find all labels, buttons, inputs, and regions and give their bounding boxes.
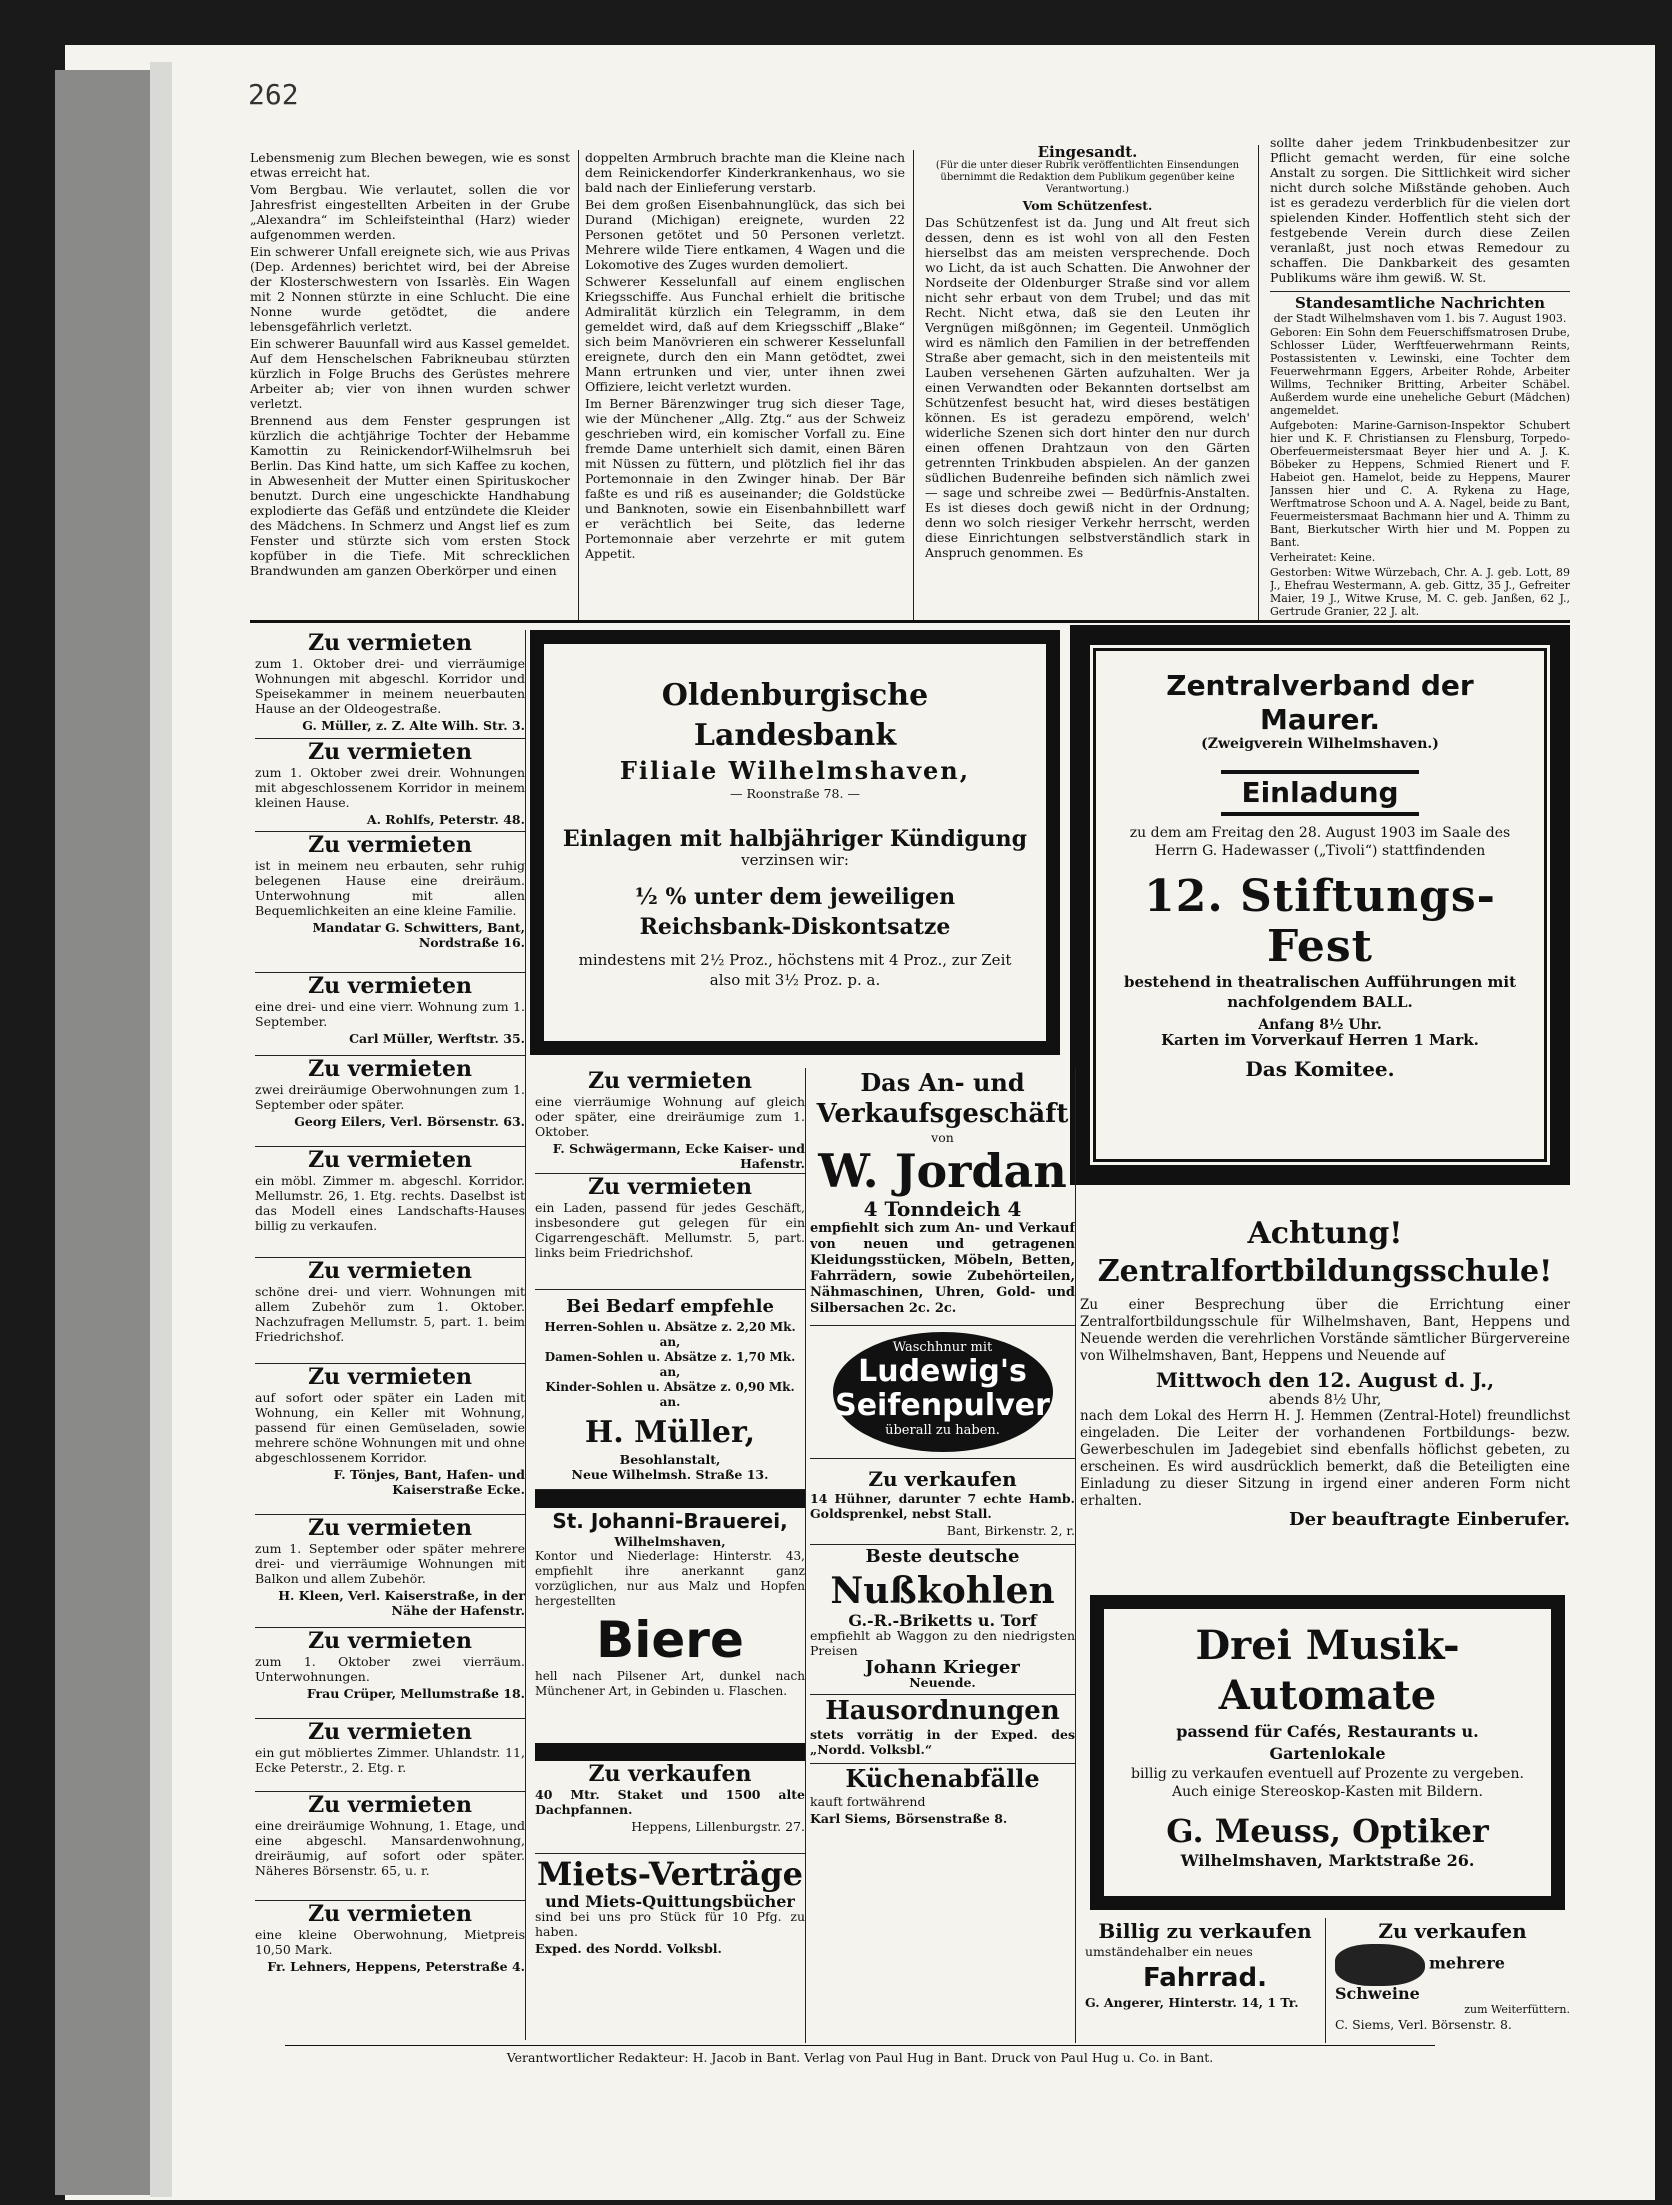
notice-time: abends 8½ Uhr, xyxy=(1268,1392,1382,1408)
soap-line: Waschhnur mit xyxy=(892,1340,993,1355)
ad-signature: G. Angerer, Hinterstr. 14, 1 Tr. xyxy=(1085,1995,1299,2010)
brewery-ad xyxy=(535,1508,805,1743)
bank-sub: verzinsen wir: xyxy=(741,851,849,869)
ad-text: schöne drei- und vierr. Wohnungen mit allem Zubehör zum 1. Oktober. Nachzufragen Mellumstr. 5, part. 1. beim Friedrichshof. xyxy=(255,1284,525,1344)
ad-heading: Zu vermieten xyxy=(308,1364,472,1390)
book-spine xyxy=(55,70,165,2195)
ad-text: 40 Mtr. Staket und 1500 alte Dachpfannen. xyxy=(535,1787,805,1817)
ad-signature: Bant, Birkenstr. 2, r. xyxy=(946,1523,1075,1538)
ad-text: eine drei- und eine vierr. Wohnung zum 1. September. xyxy=(255,999,525,1029)
small-ad xyxy=(255,1147,525,1258)
price-line: Herren-Sohlen u. Absätze z. 2,20 Mk. an, xyxy=(544,1320,796,1349)
ad-text: ein Laden, passend für jedes Geschäft, insbesondere gut gelegen für ein Cigarrengeschäft. Mellumstr. 5, part. links beim Friedrichshof. xyxy=(535,1200,805,1260)
fest-start: Anfang 8½ Uhr. xyxy=(1258,1017,1382,1033)
ad-big-title: Küchenabfälle xyxy=(845,1764,1040,1793)
bank-headline: Einlagen mit halbjähriger Kündigung xyxy=(562,826,1028,852)
ludewig-ad xyxy=(810,1325,1075,1459)
music-text: billig zu verkaufen eventuell auf Prozente zu vergeben. Auch einige Stereoskop-Kasten mit Bildern. xyxy=(1131,1766,1524,1800)
coal-sub: G.-R.-Briketts u. Torf xyxy=(848,1611,1037,1630)
divider xyxy=(250,620,1570,623)
ad-heading: Zu verkaufen xyxy=(588,1761,752,1787)
small-ad xyxy=(255,1719,525,1792)
ad-sub: zum Weiterfüttern. xyxy=(1464,2003,1570,2016)
ad-text: ein gut möbliertes Zimmer. Uhlandstr. 11, Ecke Peterstr., 2. Etg. r. xyxy=(255,1745,525,1775)
article-paragraph: Das Schützenfest ist da. Jung und Alt freut sich dessen, denn es ist wohl von all den Festen hierselbst das am meisten versprechende. Doch wo Licht, da ist auch Schatten. Die Anwohner der Nordseite der Oldenburger Straße sind vor allem nicht sehr erbaut von dem Trubel; und das mit Recht. Nicht etwa, daß sie den Leuten ihr Vergnügen mißgönnen; im Gegenteil. Unmöglich wird es nämlich den Familien in der betreffenden Straße aber gemacht, sich in den meistenteils mit Lauben versehenen Gärten aufzuhalten. Wer ja einen Verwandten oder Bekannten dortselbst am Schützenfest besucht hat, wird dieses bestätigen können. Es ist geradezu empörend, welch' widerliche Szenen sich dort hinter den nur durch einen offenen Drahtzaun von den Gärten getrennten Trinkbuden abspielen. An der ganzen südlichen Budenreihe befinden sich nämlich zwei — sage und schreibe zwei — Bedürfnis-Anstalten. Es ist dieses doch gewiß nicht in der Ordnung; denn wo solch riesiger Verkehr herrscht, werden diese Einrichtungen selbstverständlich stark in Anspruch genommen. Es xyxy=(925,215,1250,560)
small-ad xyxy=(255,1515,525,1628)
notice-text: nach dem Lokal des Herrn H. J. Hemmen (Zentral-Hotel) freundlichst eingeladen. Die Leiter der vorhandenen Fortbildungs- bezw. Gewerbeschulen im Jadegebiet sind ebenfalls höflichst gebeten, zu erscheinen. Es wird ausdrücklich bemerkt, daß die Beteiligten eine Einladung zu dieser Sitzung in irgend einer anderen Form nicht erhalten. xyxy=(1080,1408,1570,1509)
music-machine-ad xyxy=(1090,1595,1565,1910)
union-sub: (Zweigverein Wilhelmshaven.) xyxy=(1201,736,1439,752)
ad-sub: und Miets-Quittungsbücher xyxy=(545,1892,795,1911)
ad-heading: Zu vermieten xyxy=(308,1515,472,1541)
article-title: Vom Schützenfest. xyxy=(1022,198,1153,213)
coal-big: Nußkohlen xyxy=(830,1570,1055,1612)
small-ad xyxy=(255,1901,525,1991)
section-title: Eingesandt. xyxy=(1037,145,1138,161)
page-edge xyxy=(150,62,172,2197)
chicken-ad xyxy=(810,1467,1075,1545)
small-ad xyxy=(255,973,525,1056)
ad-heading: Zu verkaufen xyxy=(1378,1919,1527,1943)
ad-signature: Heppens, Lillenburgstr. 27. xyxy=(631,1819,805,1834)
registry-paragraph: Geboren: Ein Sohn dem Feuerschiffsmatrosen Drube, Schlosser Lüder, Werftfeuerwehrmann Reints, Postassistenten v. Lewinski, eine Tochter dem Feuerwehrmann Eggers, Arbeiter Rohde, Arbeiter Willms, Techniker Britting, Arbeiter Schäbel. Außerdem wurde eine uneheliche Geburt (Mädchen) angemeldet. xyxy=(1270,326,1570,417)
divider-bar xyxy=(535,1743,805,1761)
section-title: Standesamtliche Nachrichten xyxy=(1270,291,1570,311)
jordan-text: empfiehlt sich zum An- und Verkauf von neuen und getragenen Kleidungsstücken, Möbeln, Betten, Fahrrädern, sowie Zubehörteilen, Nähmaschinen, Uhren, Gold- und Silbersachen 2c. 2c. xyxy=(810,1221,1075,1316)
registry-paragraph: Aufgeboten: Marine-Garnison-Inspektor Schubert hier und K. F. Christiansen zu Flensburg, Torpedo-Oberfeuermeistersmaat Beyer hier und A. J. K. Böbeker zu Heppens, Schmied Rienert und F. Habeiot gen. Hamelot, beide zu Heppens, Maurer Janssen hier und C. A. Rykena zu Hage, Werftmatrose Schoon und A. A. Nagel, beide zu Bant, Feuermeistersmaat Bachmann hier und A. Thimm zu Bant, Bierkutscher Wirth hier und M. Poppen zu Bant. xyxy=(1270,419,1570,549)
coal-name: Johann Krieger xyxy=(865,1657,1020,1678)
fest-program: bestehend in theatralischen Aufführungen mit nachfolgendem BALL. xyxy=(1123,973,1517,1011)
ad-heading: Zu vermieten xyxy=(308,1056,472,1082)
shop-sub: Besohlanstalt, xyxy=(619,1452,721,1467)
music-title: Drei Musik-Automate xyxy=(1195,1622,1460,1719)
ad-signature: G. Müller, z. Z. Alte Wilh. Str. 3. xyxy=(302,718,525,733)
ad-signature: Fr. Lehners, Heppens, Peterstraße 4. xyxy=(267,1959,525,1974)
ad-text: 14 Hühner, darunter 7 echte Hamb. Goldsprenkel, nebst Stall. xyxy=(810,1491,1075,1521)
article-column-1 xyxy=(250,150,579,620)
jordan-head: Verkaufsgeschäft xyxy=(816,1099,1069,1129)
page-number: 262 xyxy=(248,78,299,111)
ad-text: ein möbl. Zimmer m. abgeschl. Korridor. Mellumstr. 26, 1. Etg. rechts. Daselbst ist das Modell eines Landschafts-Hauses billig zu verkaufen. xyxy=(255,1173,525,1233)
section-note: (Für die unter dieser Rubrik veröffentlichten Einsendungen übernimmt die Redaktion dem Publikum gegenüber keine Verantwortung.) xyxy=(935,160,1240,195)
middle-ads-column xyxy=(535,1068,806,2043)
contracts-ad xyxy=(535,1854,805,2004)
ad-heading: Billig zu verkaufen xyxy=(1098,1919,1312,1943)
ad-heading: Zu vermieten xyxy=(588,1174,752,1200)
music-name: G. Meuss, Optiker xyxy=(1166,1812,1489,1850)
bank-address: — Roonstraße 78. — xyxy=(730,786,860,801)
fest-signature: Das Komitee. xyxy=(1245,1057,1395,1081)
article-paragraph: Bei dem großen Eisenbahnunglück, das sich bei Durand (Michigan) ereignete, wurden 22 Personen getötet und 50 Personen verletzt. Mehrere wilde Tiere entkamen, 4 Wagen und die Lokomotive des Zuges wurden demoliert. xyxy=(585,197,905,272)
jordan-column xyxy=(810,1068,1076,2043)
ad-text: sind bei uns pro Stück für 10 Pfg. zu haben. xyxy=(535,1909,805,1939)
ad-big-title: Hausordnungen xyxy=(825,1696,1060,1726)
notice-date: Mittwoch den 12. August d. J., xyxy=(1155,1368,1495,1392)
ad-signature: Georg Eilers, Verl. Börsenstr. 63. xyxy=(294,1114,525,1129)
article-paragraph: Schwerer Kesselunfall auf einem englischen Kriegsschiffe. Aus Funchal erhielt die britische Admiralität kürzlich ein Telegramm, in dem gemeldet wird, daß auf dem Kriegsschiff „Blake“ sich beim Manövrieren ein schwerer Kesselunfall ereignete, durch den ein Mann getödtet, zwei Mann ertrunken und vier, unter ihnen zwei Offiziere, leicht verletzt wurden. xyxy=(585,274,905,394)
article-paragraph: doppelten Armbruch brachte man die Kleine nach dem Reinickendorfer Kinderkrankenhaus, wo sie bald nach der Einlieferung verstarb. xyxy=(585,150,905,195)
ad-heading: Zu vermieten xyxy=(588,1068,752,1094)
ad-heading: Zu vermieten xyxy=(308,1901,472,1927)
ad-heading: Zu vermieten xyxy=(308,1719,472,1745)
kitchen-waste-ad xyxy=(810,1764,1075,1826)
ad-text: umständehalber ein neues xyxy=(1085,1944,1253,1959)
pig-icon xyxy=(1335,1944,1425,1986)
ad-text: zum 1. Oktober drei- und vierräumige Wohnungen mit abgeschl. Korridor und Speisekammer in meinem neuerbauten Hause an der Oldeogestraße. xyxy=(255,656,525,716)
shoe-repair-ad xyxy=(535,1294,805,1490)
jordan-address: 4 Tonndeich 4 xyxy=(863,1197,1022,1221)
small-ad xyxy=(255,832,525,973)
jordan-von: von xyxy=(931,1130,954,1145)
small-ad xyxy=(535,1174,805,1290)
bank-rate: ½ % unter dem jeweiligen Reichsbank-Diskontsatze xyxy=(634,884,956,940)
fest-title: 12. Stiftungs-Fest xyxy=(1144,871,1496,972)
ad-signature: Frau Crüper, Mellumstraße 18. xyxy=(306,1686,525,1701)
invite-heading: Einladung xyxy=(1221,770,1418,816)
divider-bar xyxy=(535,1490,805,1508)
price-line: Damen-Sohlen u. Absätze z. 1,70 Mk. an, xyxy=(544,1350,796,1379)
house-rules-ad xyxy=(810,1695,1075,1764)
music-address: Wilhelmshaven, Marktstraße 26. xyxy=(1180,1851,1475,1870)
small-ad xyxy=(255,630,525,739)
jordan-head: Das An- und xyxy=(860,1068,1025,1097)
ad-text: auf sofort oder später ein Laden mit Wohnung, ein Keller mit Wohnung, passend für einen Gemüseladen, sowie mehrere schöne Wohnungen mit und ohne abgeschlossenem Korridor. xyxy=(255,1390,525,1465)
ad-signature: C. Siems, Verl. Börsenstr. 8. xyxy=(1335,2017,1512,2032)
small-ads-column xyxy=(255,630,526,2040)
notice-title: Achtung! Zentralfortbildungsschule! xyxy=(1097,1216,1553,1289)
article-paragraph: Im Berner Bärenzwinger trug sich dieser Tage, wie der Münchener „Allg. Ztg.“ aus der Schweiz geschrieben wird, ein komischer Vorfall zu. Eine fremde Dame unterhielt sich damit, einen Bären mit Nüssen zu füttern, und plötzlich fiel ihr das Portemonnaie in den Zwinger hinab. Der Bär faßte es und riß es auseinander; die Goldstücke und Banknoten, sowie ein Eisenbahnbillett warf er verächtlich bei Seite, das lederne Portemonnaie aber verzehrte er mit gutem Appetit. xyxy=(585,396,905,561)
ad-text: stets vorrätig in der Exped. des „Nordd. Volksbl.“ xyxy=(810,1727,1075,1757)
ad-signature: H. Kleen, Verl. Kaiserstraße, in der Nähe der Hafenstr. xyxy=(278,1588,525,1618)
ad-heading: Bei Bedarf empfehle xyxy=(566,1296,774,1317)
ad-signature: Mandatar G. Schwitters, Bant, Nordstraße 16. xyxy=(312,920,525,950)
small-ad xyxy=(255,1364,525,1515)
small-ad xyxy=(535,1761,805,1854)
ad-heading: Zu vermieten xyxy=(308,832,472,858)
bank-terms: mindestens mit 2½ Proz., höchstens mit 4 Proz., zur Zeit also mit 3½ Proz. p. a. xyxy=(578,951,1012,989)
article-column-2 xyxy=(585,150,914,620)
ad-signature: F. Tönjes, Bant, Hafen- und Kaiserstraße Ecke. xyxy=(333,1467,525,1497)
union-title: Zentralverband der Maurer. xyxy=(1166,669,1474,736)
article-paragraph: Ein schwerer Bauunfall wird aus Kassel gemeldet. Auf dem Henschelschen Fabrikneubau stürzten kürzlich in Folge Bruchs des Gerüstes mehrere Arbeiter ab; vier von ihnen wurden schwer verletzt. xyxy=(250,336,570,411)
brewery-tail: hell nach Pilsener Art, dunkel nach Münchener Art, in Gebinden u. Flaschen. xyxy=(535,1669,805,1698)
article-column-3 xyxy=(925,145,1259,620)
small-ad xyxy=(255,1792,525,1901)
brewery-big: Biere xyxy=(596,1611,744,1669)
music-sub: passend für Cafés, Restaurants u. Gartenlokale xyxy=(1176,1722,1479,1763)
article-column-4 xyxy=(1270,135,1570,620)
ad-text: mehrere Schweine xyxy=(1335,1953,1505,2003)
ad-signature: Karl Siems, Börsenstraße 8. xyxy=(810,1811,1008,1826)
article-paragraph: Lebensmenig zum Blechen bewegen, wie es sonst etwas erreicht hat. xyxy=(250,150,570,180)
pigs-ad xyxy=(1335,1918,1570,2043)
jordan-name: W. Jordan xyxy=(818,1144,1067,1198)
section-subtitle: der Stadt Wilhelmshaven vom 1. bis 7. August 1903. xyxy=(1273,312,1567,325)
soap-line: überall zu haben. xyxy=(885,1423,1000,1438)
notice-signature: Der beauftragte Einberufer. xyxy=(1289,1509,1570,1530)
soap-brand: Ludewig's Seifenpulver xyxy=(835,1354,1050,1423)
ad-signature: A. Rohlfs, Peterstr. 48. xyxy=(366,812,525,827)
ad-text: eine kleine Oberwohnung, Mietpreis 10,50 Mark. xyxy=(255,1927,525,1957)
school-notice xyxy=(1080,1215,1570,1585)
imprint-footer: Verantwortlicher Redakteur: H. Jacob in Bant. Verlag von Paul Hug in Bant. Druck von Paul Hug u. Co. in Bant. xyxy=(285,2045,1435,2065)
brewery-title: St. Johanni-Brauerei, xyxy=(552,1509,788,1533)
landesbank-ad xyxy=(530,630,1060,1055)
fest-tickets: Karten im Vorverkauf Herren 1 Mark. xyxy=(1161,1031,1479,1049)
soap-oval-logo xyxy=(833,1332,1053,1452)
ad-heading: Zu verkaufen xyxy=(868,1467,1017,1491)
ad-text: zum 1. September oder später mehrere drei- und vierräumige Wohnungen mit Balkon und allem Zubehör. xyxy=(255,1541,525,1586)
coal-ad xyxy=(810,1545,1075,1695)
ad-heading: Zu vermieten xyxy=(308,630,472,656)
ad-heading: Zu vermieten xyxy=(308,973,472,999)
ad-heading: Zu vermieten xyxy=(308,1258,472,1284)
coal-pre: Beste deutsche xyxy=(865,1546,1020,1567)
maurer-ad xyxy=(1070,625,1570,1185)
brewery-city: Wilhelmshaven, xyxy=(614,1534,726,1549)
small-ad xyxy=(255,1056,525,1147)
ad-text: zum 1. Oktober zwei dreir. Wohnungen mit abgeschlossenem Korridor in meinem kleinen Hause. xyxy=(255,765,525,810)
article-paragraph: sollte daher jedem Trinkbudenbesitzer zur Pflicht gemacht werden, für eine solche Anstalt zu sorgen. Die Sittlichkeit wird sicher nicht durch solche Mißstände gehoben. Auch ist es geradezu verderblich für die vielen dort spielenden Kinder. Hoffentlich steht sich der festgebende Verein durch diese Zeilen veranlaßt, just noch etwas Remedour zu schaffen. Die Dankbarkeit des gesamten Publikums wäre ihm gewiß. W. St. xyxy=(1270,135,1570,285)
shop-name: H. Müller, xyxy=(584,1415,756,1450)
ad-big-title: Miets-Verträge xyxy=(537,1855,803,1893)
article-paragraph: Vom Bergbau. Wie verlautet, sollen die vor Jahresfrist eingestellten Arbeiten in der Grube „Alexandra“ im Schleifsteinthal (Harz) wieder aufgenommen werden. xyxy=(250,182,570,242)
ad-text: zum 1. Oktober zwei vierräum. Unterwohnungen. xyxy=(255,1654,525,1684)
small-ad xyxy=(255,1258,525,1364)
ad-text: zwei dreiräumige Oberwohnungen zum 1. September oder später. xyxy=(255,1082,525,1112)
ad-signature: F. Schwägermann, Ecke Kaiser- und Hafenstr. xyxy=(552,1141,805,1171)
small-ad xyxy=(255,1628,525,1719)
registry-paragraph: Verheiratet: Keine. xyxy=(1270,551,1376,564)
ad-heading: Zu vermieten xyxy=(308,739,472,765)
registry-paragraph: Gestorben: Witwe Würzebach, Chr. A. J. geb. Lott, 89 J., Ehefrau Westermann, A. geb. Gittz, 35 J., Gefreiter Maier, 19 J., Witwe Kruse, M. C. geb. Janßen, 62 J., Gertrude Granier, 22 J. alt. xyxy=(1270,566,1570,618)
notice-text: Zu einer Besprechung über die Errichtung einer Zentralfortbildungsschule für Wilhelmshaven, Bant, Heppens und Neuende werden die verehrlichen Vorstände sämtlicher Bürgervereine von Wilhelmshaven, Bant, Heppens und Neuende auf xyxy=(1080,1297,1570,1364)
invite-text: zu dem am Freitag den 28. August 1903 im Saale des Herrn G. Hadewasser („Tivoli“) stattfindenden xyxy=(1129,825,1511,859)
ad-text: ist in meinem neu erbauten, sehr ruhig belegenen Hause eine dreiräum. Unterwohnung mit allen Bequemlichkeiten an eine kleine Familie. xyxy=(255,858,525,918)
ad-text: eine dreiräumige Wohnung, 1. Etage, und eine abgeschl. Mansardenwohnung, dreiräumig, auf sofort oder später. Näheres Börsenstr. 65, u. r. xyxy=(255,1818,525,1878)
ad-heading: Zu vermieten xyxy=(308,1628,472,1654)
bicycle-ad xyxy=(1085,1918,1326,2043)
ad-heading: Zu vermieten xyxy=(308,1792,472,1818)
bank-title: Oldenburgische Landesbank xyxy=(661,678,929,753)
ad-text: eine vierräumige Wohnung auf gleich oder später, eine dreiräumige zum 1. Oktober. xyxy=(535,1094,805,1139)
article-paragraph: Brennend aus dem Fenster gesprungen ist kürzlich die achtjährige Tochter der Hebamme Kamottin zu Reinickendorf-Wilhelmsruh bei Berlin. Das Kind hatte, um sich Kaffee zu kochen, in Abwesenheit der Mutter einen Spirituskocher benutzt. Durch eine ungeschickte Handhabung explodierte das Gefäß und entzündete die Kleider des Mädchens. In Schmerz und Angst lief es zum Fenster und stürzte sich vom ersten Stock kopfüber in die Tiefe. Mit schrecklichen Brandwunden am ganzen Oberkörper und einen xyxy=(250,413,570,578)
ad-big-title: Fahrrad. xyxy=(1143,1963,1267,1993)
brewery-text: Kontor und Niederlage: Hinterstr. 43, empfiehlt ihre anerkannt ganz vorzüglichen, nur aus Malz und Hopfen hergestellten xyxy=(535,1549,805,1608)
ad-signature: Carl Müller, Werftstr. 35. xyxy=(349,1031,525,1046)
small-ad xyxy=(255,739,525,832)
ad-heading: Zu vermieten xyxy=(308,1147,472,1173)
ad-text: kauft fortwährend xyxy=(810,1794,926,1809)
coal-text: empfiehlt ab Waggon zu den niedrigsten Preisen xyxy=(810,1628,1075,1658)
ad-signature: Exped. des Nordd. Volksbl. xyxy=(535,1941,722,1956)
price-line: Kinder-Sohlen u. Absätze z. 0,90 Mk. an. xyxy=(545,1380,795,1409)
bank-branch: Filiale Wilhelmshaven, xyxy=(619,756,971,785)
article-paragraph: Ein schwerer Unfall ereignete sich, wie aus Privas (Dep. Ardennes) berichtet wird, bei der Abreise der Klosterschwestern von Issarlès. Ein Wagen mit 2 Nonnen stürzte in eine Schlucht. Die eine Nonne wurde getödtet, die andere lebensgefährlich verletzt. xyxy=(250,244,570,334)
coal-address: Neuende. xyxy=(909,1675,976,1690)
shop-address: Neue Wilhelmsh. Straße 13. xyxy=(571,1467,769,1482)
small-ad xyxy=(535,1068,805,1174)
